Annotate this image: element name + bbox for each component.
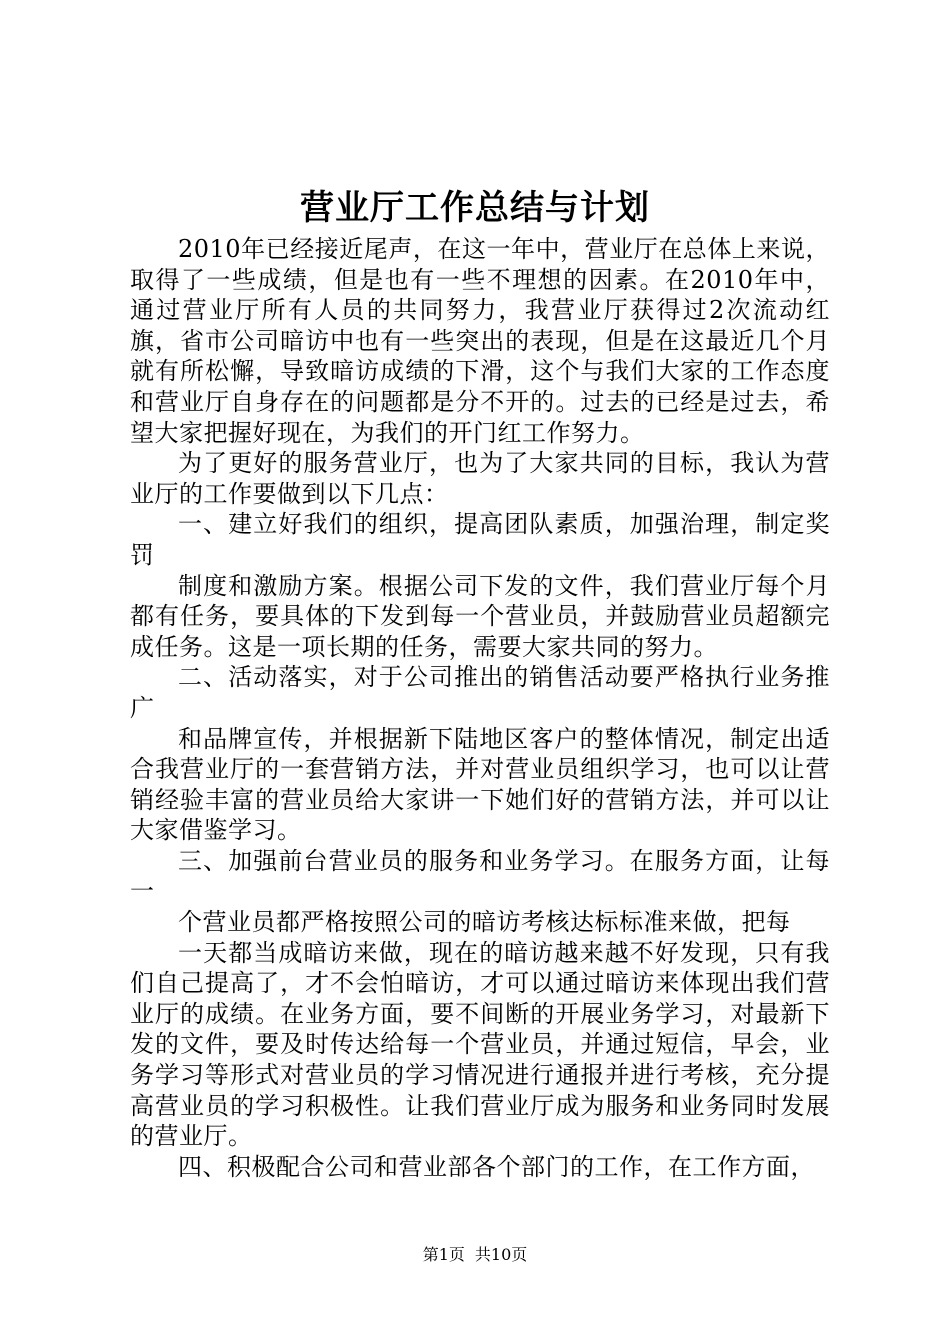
page-number: 第1页	[422, 1245, 465, 1264]
paragraph-point-3-heading: 三、加强前台营业员的服务和业务学习。在服务方面，让每一	[130, 846, 830, 906]
paragraph-point-1-body: 制度和激励方案。根据公司下发的文件，我们营业厅每个月都有任务，要具体的下发到每一个营业员，并鼓励营业员超额完成任务。这是一项长期的任务，需要大家共同的努力。	[130, 571, 830, 661]
paragraph-goals: 为了更好的服务营业厅，也为了大家共同的目标，我认为营业厅的工作要做到以下几点：	[130, 449, 830, 508]
page-total: 共10页	[474, 1245, 528, 1264]
paragraph-point-3-body: 一天都当成暗访来做，现在的暗访越来越不好发现，只有我们自己提高了，才不会怕暗访，才可以通过暗访来体现出我们营业厅的成绩。在业务方面，要不间断的开展业务学习，对最新下发的文件，要及时传达给每一个营业员，并通过短信，早会，业务学习等形式对营业员的学习情况进行通报并进行考核，充分提高营业员的学习积极性。让我们营业厅成为服务和业务同时发展的营业厅。	[130, 938, 830, 1151]
document-title: 营业厅工作总结与计划	[300, 188, 650, 228]
document-body	[130, 234, 830, 1182]
paragraph-point-1-heading: 一、建立好我们的组织，提高团队素质，加强治理，制定奖罚	[130, 510, 830, 569]
paragraph-point-2-body: 和品牌宣传，并根据新下陆地区客户的整体情况，制定出适合我营业厅的一套营销方法，并对营业员组织学习，也可以让营销经验丰富的营业员给大家讲一下她们好的营销方法，并可以让大家借鉴学习。	[130, 724, 830, 845]
paragraph-intro: 2010年已经接近尾声，在这一年中，营业厅在总体上来说，取得了一些成绩，但是也有一些不理想的因素。在2010年中，通过营业厅所有人员的共同努力，我营业厅获得过2次流动红旗，省市公司暗访中也有一些突出的表现，但是在这最近几个月就有所松懈，导致暗访成绩的下滑，这个与我们大家的工作态度和营业厅自身存在的问题都是分不开的。过去的已经是过去，希望大家把握好现在，为我们的开门红工作努力。	[130, 235, 830, 447]
paragraph-point-2-heading: 二、活动落实，对于公司推出的销售活动要严格执行业务推广	[130, 663, 830, 722]
paragraph-point-4-heading: 四、积极配合公司和营业部各个部门的工作，在工作方面，	[178, 1152, 815, 1181]
page-footer	[0, 1244, 950, 1266]
paragraph-point-3-line: 个营业员都严格按照公司的暗访考核达标标准来做，把每	[178, 908, 791, 937]
